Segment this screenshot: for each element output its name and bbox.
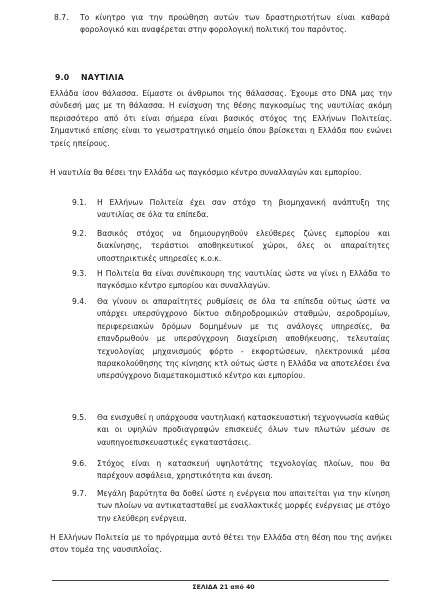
item-text: Βασικός στόχος να δημιουργηθούν ελεύθερες ζώνες εμπορίου και διακίνησης, τεράστιοι αποθηκευτικοί χώροι, όλες οι απαραίτητες υποστηρικτικές υπηρεσίες κ.ο.κ. — [97, 229, 390, 263]
list-item-9-7 — [72, 488, 390, 525]
list-item-9-3 — [72, 268, 390, 293]
intro-paragraph: Ελλάδα ίσον θάλασσα. Είμαστε οι άνθρωποι της θάλασσας. Έχουμε στο DNA μας την σύνδεσή μας με τη θάλασσα. Η ενίσχυση της θέσης παγκοσμίως της ναυτιλίας ακόμη περισσότερο από ότι είναι σήμερα είναι βασικός στόχος της Ελλήνων Πολιτείας. Σημαντικό επίσης είναι το γεωστρατηγικό σημείο όπου βρίσκεται η Ελλάδα που ενώνει τρείς ηπείρους. — [50, 89, 392, 148]
list-item-9-1 — [72, 197, 390, 222]
list-item-8-7 — [54, 12, 390, 37]
footer-divider — [52, 580, 389, 581]
list-item-9-5 — [72, 412, 390, 449]
item-number: 8.7. — [54, 13, 69, 22]
item-number: 9.6. — [72, 459, 87, 468]
item-number: 9.1. — [72, 198, 87, 207]
list-item-9-4 — [72, 296, 390, 383]
item-text: Στόχος είναι η κατασκευή υψηλοτάτης τεχνολογίας πλοίων, που θα παρέχουν ασφάλεια, χρηστικότητα και άνεση. — [97, 459, 390, 481]
section-heading — [55, 73, 124, 82]
item-number: 9.7. — [72, 489, 87, 498]
item-text: Θα ενισχυθεί η υπάρχουσα ναυτηλιακή κατασκευαστική τεχνογνωσία καθώς και οι υψηλών προδιαγραφών επισκευές όλων των πλωτών μέσων σε ναυπηγοεπισκευαστικές εγκαταστάσεις. — [97, 413, 390, 447]
item-number: 9.3. — [72, 269, 87, 278]
item-text: Μεγάλη βαρύτητα θα δοθεί ώστε η ενέργεια που απαιτείται για την κίνηση των πλοίων να αντικατασταθεί με εναλλακτικές μορφές ενέργειας με στόχο την ελεύθερη ενέργεια. — [97, 489, 390, 523]
item-text: Θα γίνουν οι απαραίτητες ρυθμίσεις σε όλα τα επίπεδα ούτως ώστε να υπάρχει υπερσύγχρονο δίκτυο σιδηροδρομικών σταθμών, αεροδρομίων, περιφερειακών δρόμων δομημένων με τις ανάλογες υπηρεσίες, θα επανδρωθούν με υπερσύγχρονη διαχείριση αποθήκευσης, τελευταίας τεχνολογίας μηχανισμούς φόρτο - εκφορτώσεων, ηλεκτρονικά μέσα παρακολούθησης της κίνησης κτλ ούτως ώστε η Ελλάδα να αποτελέσει ένα υπερσύγχρονο διαμετακομιστικό κέντρο και εμπορίου. — [97, 297, 390, 381]
page-number: ΣΕΛΙΔΑ 21 από 40 — [192, 584, 255, 591]
section-number: 9.0 — [55, 73, 70, 82]
lead-paragraph: Η ναυτιλία θα θέσει την Ελλάδα ως παγκόσμιο κέντρο συναλλαγών και εμπορίου. — [50, 168, 362, 177]
closing-paragraph: Η Ελλήνων Πολιτεία με το πρόγραμμα αυτό θέτει την Ελλάδα στη θέση που της ανήκει στον τομέα της ναυσιπλοΐας. — [50, 533, 392, 555]
item-text: Η Ελλήνων Πολιτεία έχει σαν στόχο τη βιομηχανική ανάπτυξη της ναυτιλίας σε όλα τα επίπεδα. — [97, 198, 390, 220]
item-number: 9.2. — [72, 229, 87, 238]
item-number: 9.5. — [72, 413, 87, 422]
list-item-9-6 — [72, 458, 390, 483]
item-text: Το κίνητρο για την προώθηση αυτών των δραστηριοτήτων είναι καθαρά φορολογικό και αναφέρεται στην φορολογική πολιτική του παρόντος. — [80, 13, 390, 35]
item-number: 9.4. — [72, 297, 87, 306]
section-title: ΝΑΥΤΙΛΙΑ — [81, 73, 124, 82]
list-item-9-2 — [72, 228, 390, 265]
item-text: Η Πολιτεία θα είναι συνέπικουρη της ναυτιλίας ώστε να γίνει η Ελλάδα το παγκόσμιο κέντρο εμπορίου και συναλλαγών. — [97, 269, 390, 291]
